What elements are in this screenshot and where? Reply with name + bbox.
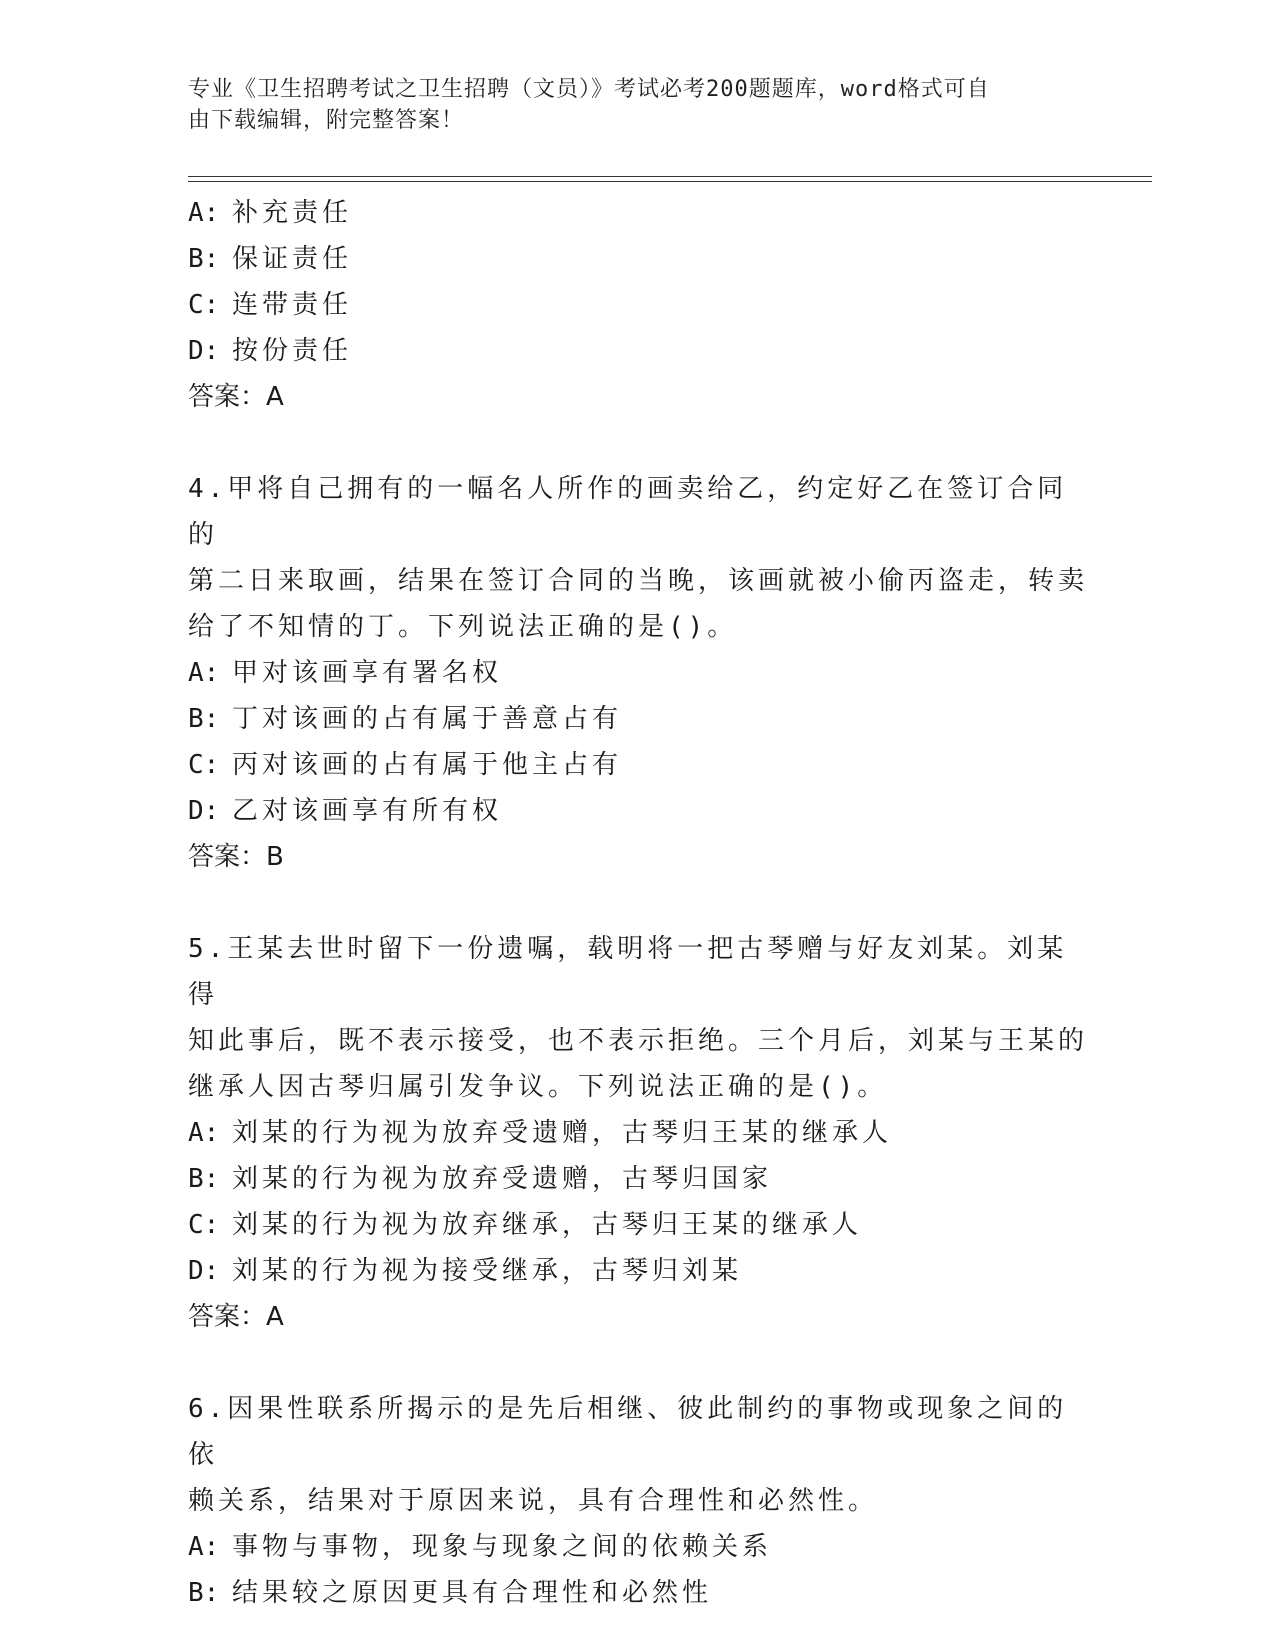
option-b (188, 696, 1088, 742)
header-divider-bottom (188, 181, 1152, 182)
option-key: A: (188, 198, 220, 228)
option-key: A: (188, 658, 220, 688)
option-text: 刘某的行为视为放弃受遗赠，古琴归国家 (232, 1164, 773, 1194)
option-key: B: (188, 244, 220, 274)
option-text: 甲对该画享有署名权 (232, 658, 503, 688)
question-4 (188, 466, 1088, 880)
option-b (188, 1156, 1088, 1202)
option-d (188, 1248, 1088, 1294)
question-text-line: 知此事后，既不表示接受，也不表示拒绝。三个月后，刘某与王某的 (188, 1026, 1089, 1056)
header-line-2: 由下载编辑，附完整答案！ (188, 108, 465, 133)
option-key: D: (188, 336, 220, 366)
question-text-line: 4.甲将自己拥有的一幅名人所作的画卖给乙，约定好乙在签订合同的 (188, 474, 1068, 550)
option-key: B: (188, 1578, 220, 1608)
option-a (188, 650, 1088, 696)
answer-line: 答案：A (188, 382, 284, 412)
option-key: D: (188, 1256, 220, 1286)
question-list (188, 190, 1088, 1616)
option-key: B: (188, 1164, 220, 1194)
option-key: D: (188, 796, 220, 826)
header-divider-top (188, 176, 1152, 177)
option-c (188, 282, 1088, 328)
option-d (188, 328, 1088, 374)
option-text: 结果较之原因更具有合理性和必然性 (232, 1578, 713, 1608)
option-c (188, 1202, 1088, 1248)
option-text: 刘某的行为视为放弃继承，古琴归王某的继承人 (232, 1210, 863, 1240)
option-b (188, 1570, 1088, 1616)
answer-line: 答案：A (188, 1302, 284, 1332)
option-text: 按份责任 (232, 336, 353, 366)
question-5 (188, 926, 1088, 1340)
question-6 (188, 1386, 1088, 1616)
option-text: 乙对该画享有所有权 (232, 796, 503, 826)
question-text-line: 赖关系，结果对于原因来说，具有合理性和必然性。 (188, 1486, 879, 1516)
question-text-line: 5.王某去世时留下一份遗嘱，载明将一把古琴赠与好友刘某。刘某得 (188, 934, 1068, 1010)
option-key: C: (188, 1210, 220, 1240)
option-b (188, 236, 1088, 282)
option-text: 连带责任 (232, 290, 353, 320)
option-text: 丙对该画的占有属于他主占有 (232, 750, 623, 780)
option-text: 刘某的行为视为放弃受遗赠，古琴归王某的继承人 (232, 1118, 893, 1148)
option-key: A: (188, 1118, 220, 1148)
option-text: 刘某的行为视为接受继承，古琴归刘某 (232, 1256, 743, 1286)
option-text: 丁对该画的占有属于善意占有 (232, 704, 623, 734)
answer-line: 答案：B (188, 842, 284, 872)
option-d (188, 788, 1088, 834)
question-text-line: 给了不知情的丁。下列说法正确的是()。 (188, 612, 738, 642)
option-a (188, 190, 1088, 236)
document-header (188, 74, 1068, 136)
question-text-line: 6.因果性联系所揭示的是先后相继、彼此制约的事物或现象之间的依 (188, 1394, 1068, 1470)
question-text-line: 第二日来取画，结果在签订合同的当晚，该画就被小偷丙盗走，转卖 (188, 566, 1089, 596)
option-text: 保证责任 (232, 244, 353, 274)
option-text: 事物与事物，现象与现象之间的依赖关系 (232, 1532, 773, 1562)
option-c (188, 742, 1088, 788)
option-key: C: (188, 290, 220, 320)
option-a (188, 1110, 1088, 1156)
option-key: C: (188, 750, 220, 780)
question-text-line: 继承人因古琴归属引发争议。下列说法正确的是()。 (188, 1072, 888, 1102)
option-key: A: (188, 1532, 220, 1562)
header-line-1: 专业《卫生招聘考试之卫生招聘（文员）》考试必考200题题库，word格式可自 (188, 77, 990, 102)
option-a (188, 1524, 1088, 1570)
option-key: B: (188, 704, 220, 734)
option-text: 补充责任 (232, 198, 353, 228)
question-3 (188, 190, 1088, 420)
